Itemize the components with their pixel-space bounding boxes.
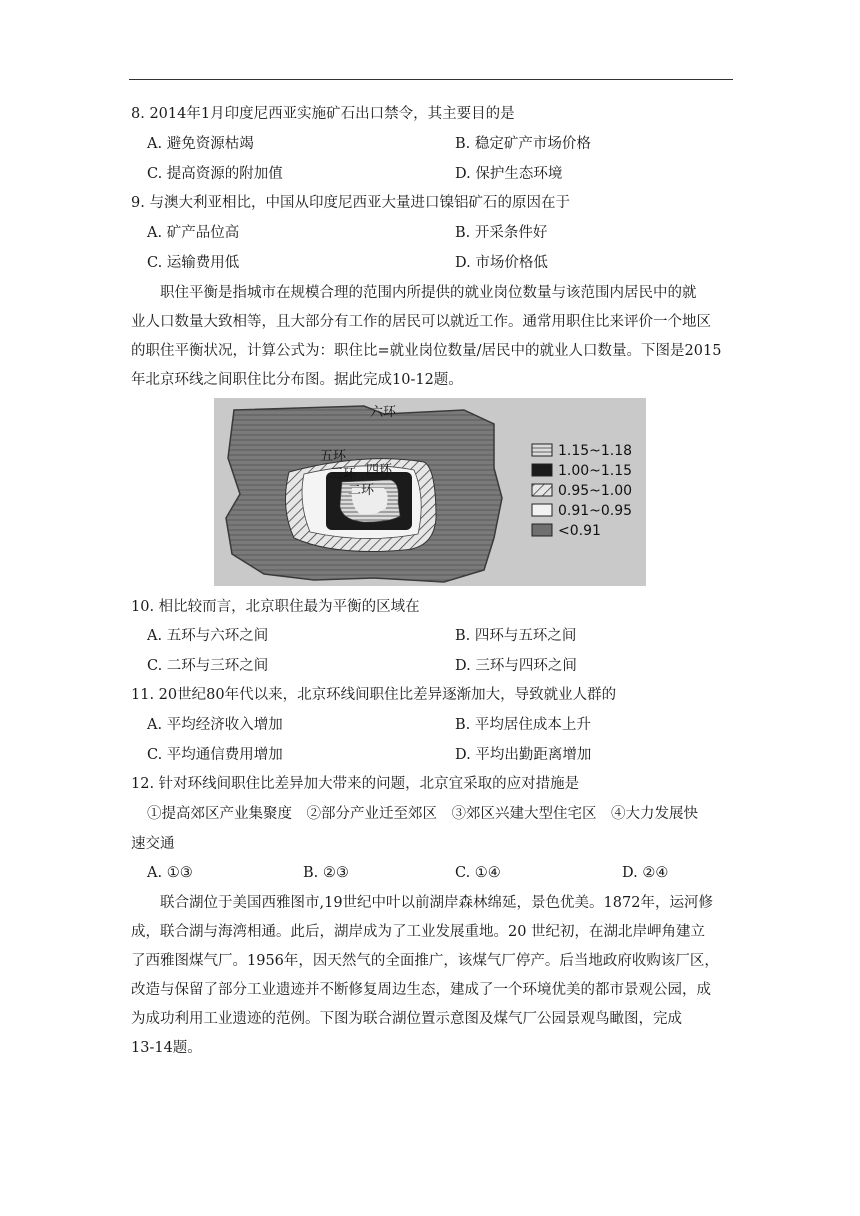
ring-label-2: 二环 bbox=[348, 483, 375, 498]
passage2-line: 了西雅图煤气厂。1956年，因天然气的全面推广，该煤气厂停产。后当地政府收购该厂区， bbox=[131, 953, 719, 969]
q9-option-b: B. 开采条件好 bbox=[455, 225, 548, 241]
passage2-line: 13-14题。 bbox=[131, 1040, 202, 1056]
passage1-line: 职住平衡是指城市在规模合理的范围内所提供的就业岗位数量与该范围内居民中的就 bbox=[160, 285, 697, 301]
q12-option-c: C. ①④ bbox=[455, 865, 501, 881]
q12-option-a: A. ①③ bbox=[147, 865, 193, 881]
question-10-stem: 10. 相比较而言，北京职住最为平衡的区域在 bbox=[131, 599, 420, 615]
legend-swatch-lt091 bbox=[532, 524, 552, 536]
passage2-line: 成，联合湖与海湾相通。此后，湖岸成为了工业发展重地。20 世纪初，在湖北岸岬角建立 bbox=[131, 924, 706, 940]
q9-option-a: A. 矿产品位高 bbox=[147, 225, 240, 241]
q11-option-a: A. 平均经济收入增加 bbox=[147, 717, 283, 733]
q9-option-c: C. 运输费用低 bbox=[147, 255, 240, 271]
q10-option-c: C. 二环与三环之间 bbox=[147, 658, 269, 674]
q12-items-line1: ①提高郊区产业集聚度 ②部分产业迁至郊区 ③郊区兴建大型住宅区 ④大力发展快 bbox=[147, 806, 698, 822]
question-12-stem: 12. 针对环线间职住比差异加大带来的问题，北京宜采取的应对措施是 bbox=[131, 776, 580, 792]
q10-option-d: D. 三环与四环之间 bbox=[455, 658, 577, 674]
question-11-stem: 11. 20世纪80年代以来，北京环线间职住比差异逐渐加大，导致就业人群的 bbox=[131, 687, 617, 703]
header-rule bbox=[129, 79, 733, 80]
q12-items-line2: 速交通 bbox=[131, 836, 175, 852]
passage1-line: 业人口数量大致相等，且大部分有工作的居民可以就近工作。通常用职住比来评价一个地区 bbox=[131, 314, 711, 330]
legend-label: 0.95~1.00 bbox=[558, 483, 633, 499]
beijing-ring-map bbox=[214, 398, 646, 586]
legend-label: 1.00~1.15 bbox=[558, 463, 633, 479]
q12-option-d: D. ②④ bbox=[622, 865, 669, 881]
passage1-line: 的职住平衡状况，计算公式为：职住比=就业岗位数量/居民中的就业人口数量。下图是2015 bbox=[131, 343, 722, 359]
ring-label-4: 四环 bbox=[366, 463, 393, 478]
legend-label: 0.91~0.95 bbox=[558, 503, 633, 519]
ring-label-5: 五环 bbox=[320, 449, 347, 464]
legend-label: 1.15~1.18 bbox=[558, 443, 633, 459]
beijing-ring-map-figure bbox=[214, 398, 646, 586]
q8-option-c: C. 提高资源的附加值 bbox=[147, 166, 283, 182]
legend-swatch-100-115 bbox=[532, 464, 552, 476]
ring-label-6: 六环 bbox=[370, 405, 397, 420]
legend-swatch-091-095 bbox=[532, 504, 552, 516]
q8-option-a: A. 避免资源枯竭 bbox=[147, 136, 254, 152]
q11-option-d: D. 平均出勤距离增加 bbox=[455, 747, 592, 763]
q12-option-b: B. ②③ bbox=[303, 865, 349, 881]
legend-swatch-115-118 bbox=[532, 444, 552, 456]
q9-option-d: D. 市场价格低 bbox=[455, 255, 548, 271]
q10-option-b: B. 四环与五环之间 bbox=[455, 628, 577, 644]
legend-swatch-095-100 bbox=[532, 484, 552, 496]
q8-option-d: D. 保护生态环境 bbox=[455, 166, 563, 182]
passage1-line: 年北京环线之间职住比分布图。据此完成10-12题。 bbox=[131, 372, 463, 388]
q11-option-c: C. 平均通信费用增加 bbox=[147, 747, 283, 763]
passage2-line: 为成功利用工业遗迹的范例。下图为联合湖位置示意图及煤气厂公园景观鸟瞰图，完成 bbox=[131, 1011, 682, 1027]
q11-option-b: B. 平均居住成本上升 bbox=[455, 717, 591, 733]
passage2-line: 改造与保留了部分工业遗迹并不断修复周边生态，建成了一个环境优美的都市景观公园，成 bbox=[131, 982, 711, 998]
q8-option-b: B. 稳定矿产市场价格 bbox=[455, 136, 591, 152]
q10-option-a: A. 五环与六环之间 bbox=[147, 628, 269, 644]
ring-label-3: 三环 bbox=[330, 467, 357, 482]
passage2-line: 联合湖位于美国西雅图市,19世纪中叶以前湖岸森林绵延，景色优美。1872年，运河修 bbox=[160, 895, 713, 911]
legend-label: <0.91 bbox=[558, 523, 601, 539]
question-9-stem: 9. 与澳大利亚相比，中国从印度尼西亚大量进口镍铝矿石的原因在于 bbox=[131, 195, 570, 211]
question-8-stem: 8. 2014年1月印度尼西亚实施矿石出口禁令，其主要目的是 bbox=[131, 106, 515, 122]
